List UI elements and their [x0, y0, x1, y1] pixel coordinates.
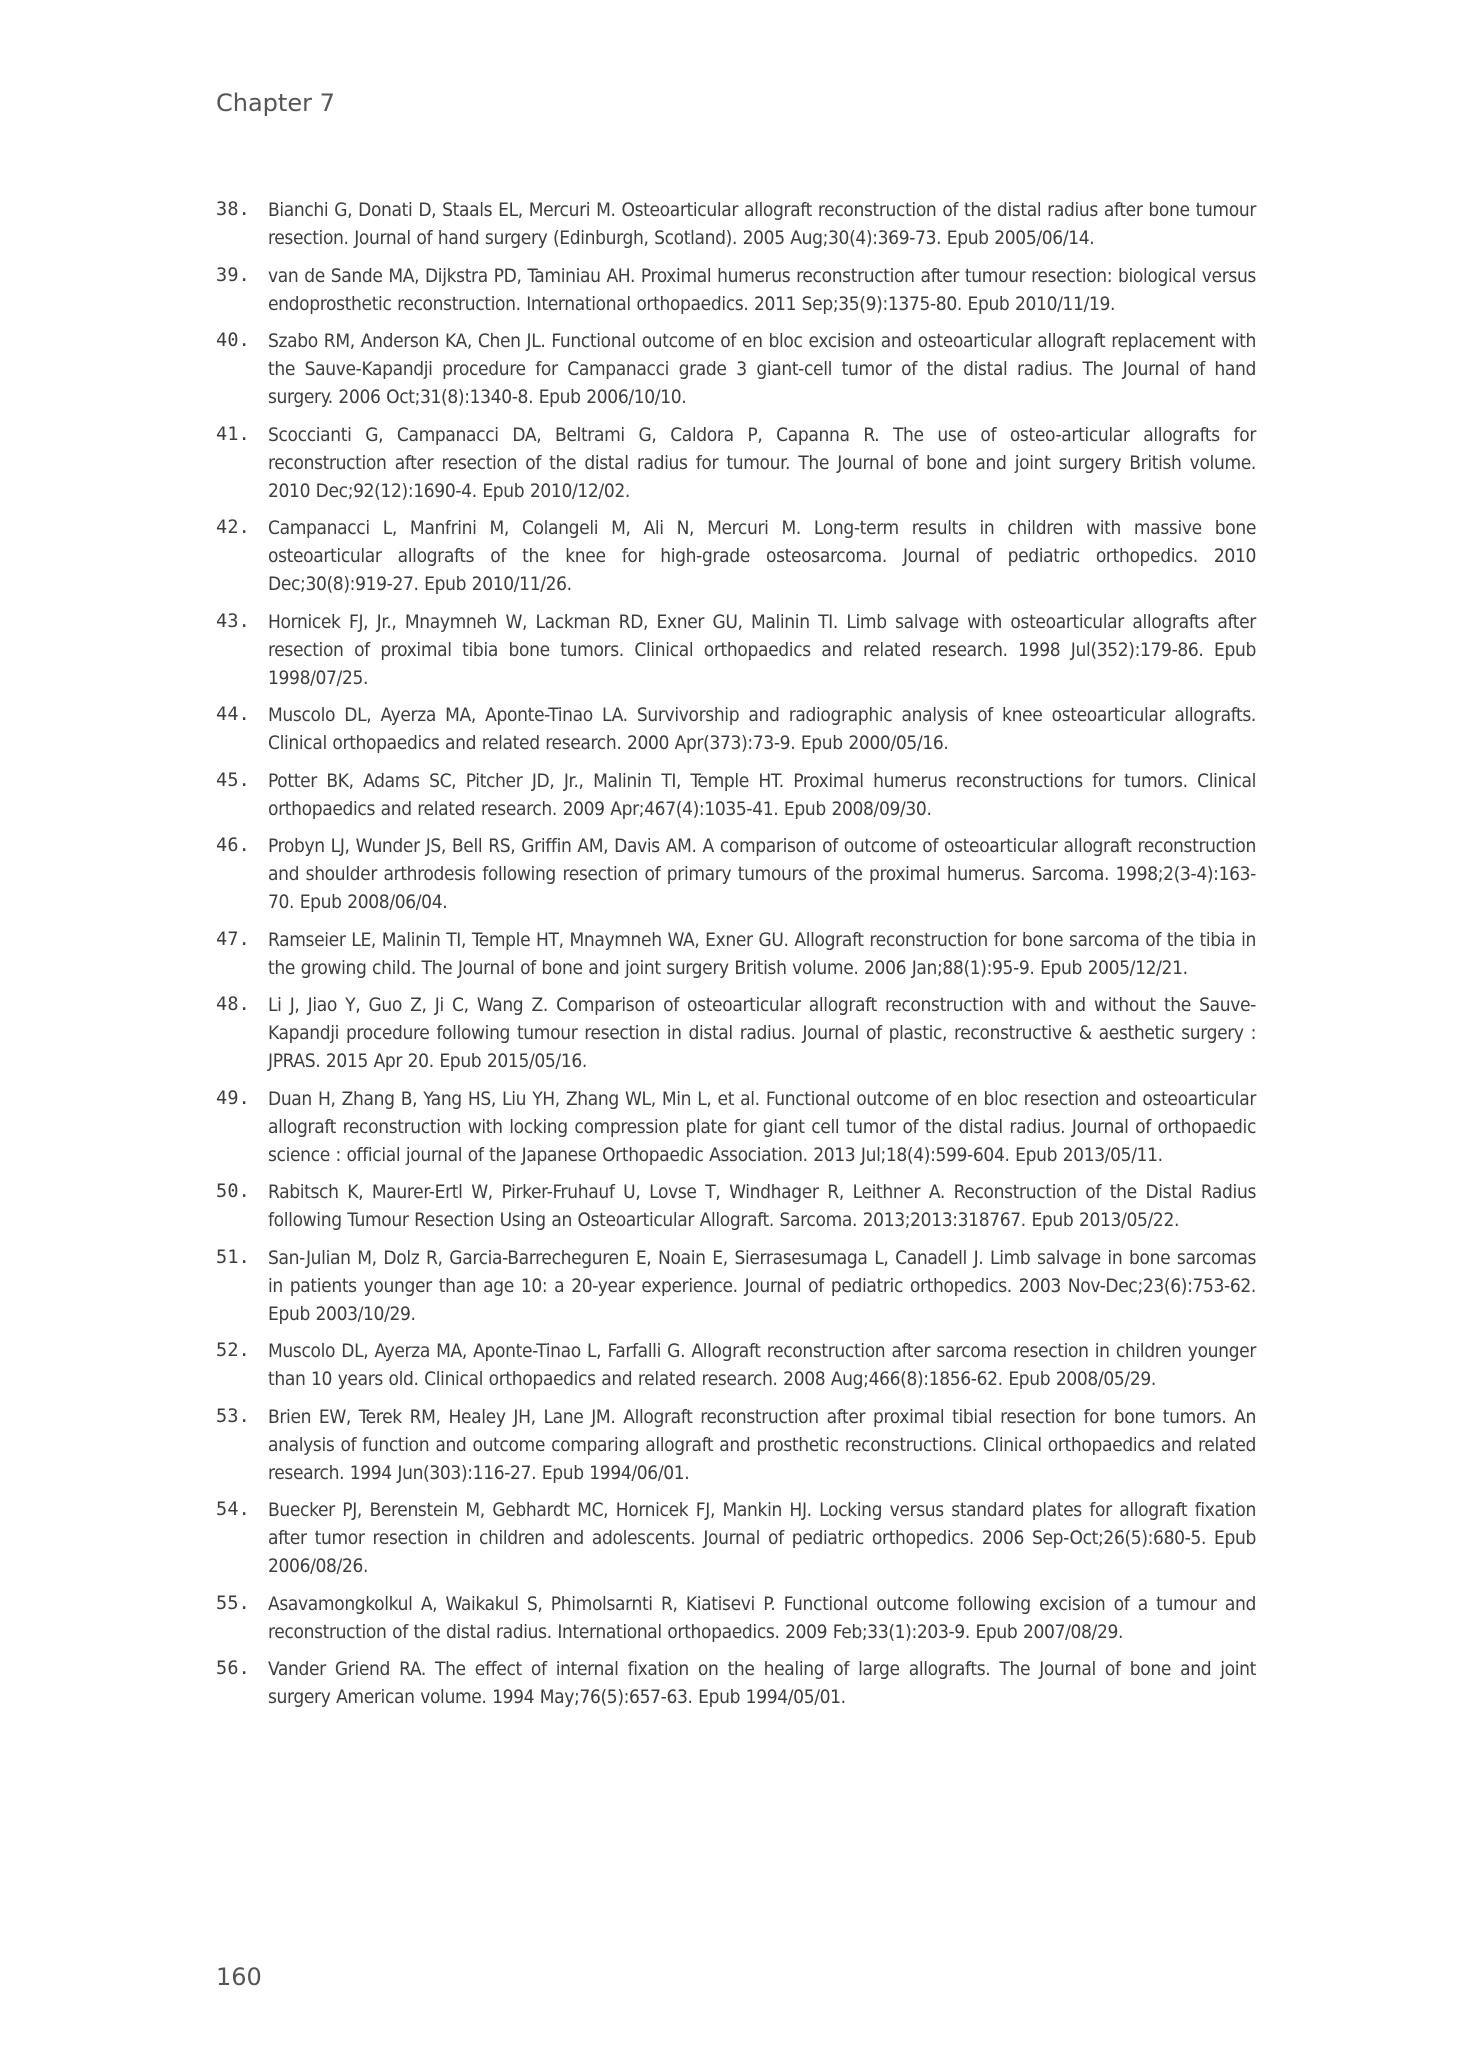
- reference-number: 48.: [216, 994, 251, 1015]
- reference-number: 43.: [216, 610, 251, 632]
- reference-list: [216, 196, 1256, 1721]
- reference-text: Asavamongkolkul A, Waikakul S, Phimolsarnti R, Kiatisevi P. Functional outcome following excision of a tumour and reconstruction of the distal radius. International orthopaedics. 2009 Feb;33(1):203-9. Epub 2007/08/29.: [268, 1592, 1256, 1643]
- reference-text: Rabitsch K, Maurer-Ertl W, Pirker-Fruhauf U, Lovse T, Windhager R, Leithner A. Reconstruction of the Distal Radius following Tumour Resection Using an Osteoarticular Allograft. Sarcoma. 2013;2013:318767. Epub 2013/05/22.: [268, 1181, 1256, 1231]
- reference-text: San-Julian M, Dolz R, Garcia-Barrecheguren E, Noain E, Sierrasesumaga L, Canadell J. Limb salvage in bone sarcomas in patients younger than age 10: a 20-year experience. Journal of pediatric orthopedics. 2003 Nov-Dec;23(6):753-62. Epub 2003/10/29.: [268, 1246, 1256, 1325]
- reference-number: 53.: [216, 1405, 251, 1427]
- reference-item: [216, 1085, 1256, 1169]
- reference-number: 38.: [216, 199, 251, 220]
- reference-text: Muscolo DL, Ayerza MA, Aponte-Tinao L, Farfalli G. Allograft reconstruction after sarcoma resection in children younger than 10 years old. Clinical orthopaedics and related research. 2008 Aug;466(8):1856-62. Epub 2008/05/29.: [268, 1340, 1256, 1390]
- reference-number: 51.: [216, 1246, 251, 1268]
- reference-text: Vander Griend RA. The effect of internal fixation on the healing of large allografts. The Journal of bone and joint surgery American volume. 1994 May;76(5):657-63. Epub 1994/05/01.: [268, 1658, 1256, 1708]
- reference-text: Campanacci L, Manfrini M, Colangeli M, Ali N, Mercuri M. Long-term results in children with massive bone osteoarticular allografts of the knee for high-grade osteosarcoma. Journal of pediatric orthopedics. 2010 Dec;30(8):919-27. Epub 2010/11/26.: [268, 517, 1256, 595]
- reference-text: Li J, Jiao Y, Guo Z, Ji C, Wang Z. Comparison of osteoarticular allograft reconstruction with and without the Sauve-Kapandji procedure following tumour resection in distal radius. Journal of plastic, reconstructive & aesthetic surgery : JPRAS. 2015 Apr 20. Epub 2015/05/16.: [268, 994, 1256, 1072]
- reference-number: 50.: [216, 1181, 251, 1202]
- reference-number: 49.: [216, 1087, 251, 1109]
- reference-text: Hornicek FJ, Jr., Mnaymneh W, Lackman RD, Exner GU, Malinin TI. Limb salvage with osteoarticular allografts after resection of proximal tibia bone tumors. Clinical orthopaedics and related research. 1998 Jul(352):179-86. Epub 1998/07/25.: [268, 610, 1256, 689]
- reference-item: [216, 608, 1256, 692]
- reference-number: 54.: [216, 1499, 251, 1520]
- reference-number: 39.: [216, 264, 251, 286]
- reference-item: [216, 991, 1256, 1075]
- reference-text: Scoccianti G, Campanacci DA, Beltrami G, Caldora P, Capanna R. The use of osteo-articular allografts for reconstruction after resection of the distal radius for tumour. The Journal of bone and joint surgery British volume. 2010 Dec;92(12):1690-4. Epub 2010/12/02.: [268, 423, 1256, 502]
- reference-item: [216, 1178, 1256, 1234]
- reference-number: 40.: [216, 330, 251, 351]
- reference-number: 56.: [216, 1658, 251, 1679]
- reference-text: Probyn LJ, Wunder JS, Bell RS, Griffin AM, Davis AM. A comparison of outcome of osteoarticular allograft reconstruction and shoulder arthrodesis following resection of primary tumours of the proximal humerus. Sarcoma. 1998;2(3-4):163-70. Epub 2008/06/04.: [268, 835, 1256, 913]
- reference-item: [216, 1244, 1256, 1328]
- reference-number: 47.: [216, 928, 251, 950]
- reference-item: [216, 514, 1256, 598]
- reference-text: Muscolo DL, Ayerza MA, Aponte-Tinao LA. Survivorship and radiographic analysis of knee osteoarticular allografts. Clinical orthopaedics and related research. 2000 Apr(373):73-9. Epub 2000/05/16.: [268, 704, 1256, 754]
- reference-item: [216, 1496, 1256, 1580]
- reference-number: 42.: [216, 517, 251, 538]
- reference-text: Brien EW, Terek RM, Healey JH, Lane JM. Allograft reconstruction after proximal tibial resection for bone tumors. An analysis of function and outcome comparing allograft and prosthetic reconstructions. Clinical orthopaedics and related research. 1994 Jun(303):116-27. Epub 1994/06/01.: [268, 1405, 1256, 1484]
- reference-text: Bianchi G, Donati D, Staals EL, Mercuri M. Osteoarticular allograft reconstruction of the distal radius after bone tumour resection. Journal of hand surgery (Edinburgh, Scotland). 2005 Aug;30(4):369-73. Epub 2005/06/14.: [268, 199, 1256, 249]
- reference-text: Potter BK, Adams SC, Pitcher JD, Jr., Malinin TI, Temple HT. Proximal humerus reconstructions for tumors. Clinical orthopaedics and related research. 2009 Apr;467(4):1035-41. Epub 2008/09/30.: [268, 769, 1256, 820]
- page-number: 160: [216, 1963, 262, 1991]
- reference-text: Duan H, Zhang B, Yang HS, Liu YH, Zhang WL, Min L, et al. Functional outcome of en bloc resection and osteoarticular allograft reconstruction with locking compression plate for giant cell tumor of the distal radius. Journal of orthopaedic science : official journal of the Japanese Orthopaedic Association. 2013 Jul;18(4):599-604. Epub 2013/05/11.: [268, 1087, 1256, 1166]
- reference-item: [216, 262, 1256, 318]
- reference-item: [216, 1655, 1256, 1711]
- reference-item: [216, 1337, 1256, 1393]
- reference-text: van de Sande MA, Dijkstra PD, Taminiau AH. Proximal humerus reconstruction after tumour resection: biological versus endoprosthetic reconstruction. International orthopaedics. 2011 Sep;35(9):1375-80. Epub 2010/11/19.: [268, 264, 1256, 315]
- reference-item: [216, 327, 1256, 411]
- reference-item: [216, 832, 1256, 916]
- reference-item: [216, 421, 1256, 505]
- reference-text: Ramseier LE, Malinin TI, Temple HT, Mnaymneh WA, Exner GU. Allograft reconstruction for bone sarcoma of the tibia in the growing child. The Journal of bone and joint surgery British volume. 2006 Jan;88(1):95-9. Epub 2005/12/21.: [268, 928, 1256, 979]
- reference-text: Szabo RM, Anderson KA, Chen JL. Functional outcome of en bloc excision and osteoarticular allograft replacement with the Sauve-Kapandji procedure for Campanacci grade 3 giant-cell tumor of the distal radius. The Journal of hand surgery. 2006 Oct;31(8):1340-8. Epub 2006/10/10.: [268, 330, 1256, 408]
- reference-item: [216, 767, 1256, 823]
- reference-item: [216, 1590, 1256, 1646]
- reference-number: 46.: [216, 835, 251, 856]
- reference-number: 55.: [216, 1592, 251, 1614]
- reference-number: 45.: [216, 769, 251, 791]
- running-head-chapter-title: Chapter 7: [216, 89, 335, 117]
- reference-number: 44.: [216, 704, 251, 725]
- reference-item: [216, 926, 1256, 982]
- reference-item: [216, 196, 1256, 252]
- reference-text: Buecker PJ, Berenstein M, Gebhardt MC, Hornicek FJ, Mankin HJ. Locking versus standard plates for allograft fixation after tumor resection in children and adolescents. Journal of pediatric orthopedics. 2006 Sep-Oct;26(5):680-5. Epub 2006/08/26.: [268, 1499, 1256, 1577]
- reference-item: [216, 1403, 1256, 1487]
- reference-number: 41.: [216, 423, 251, 445]
- reference-item: [216, 701, 1256, 757]
- reference-number: 52.: [216, 1340, 251, 1361]
